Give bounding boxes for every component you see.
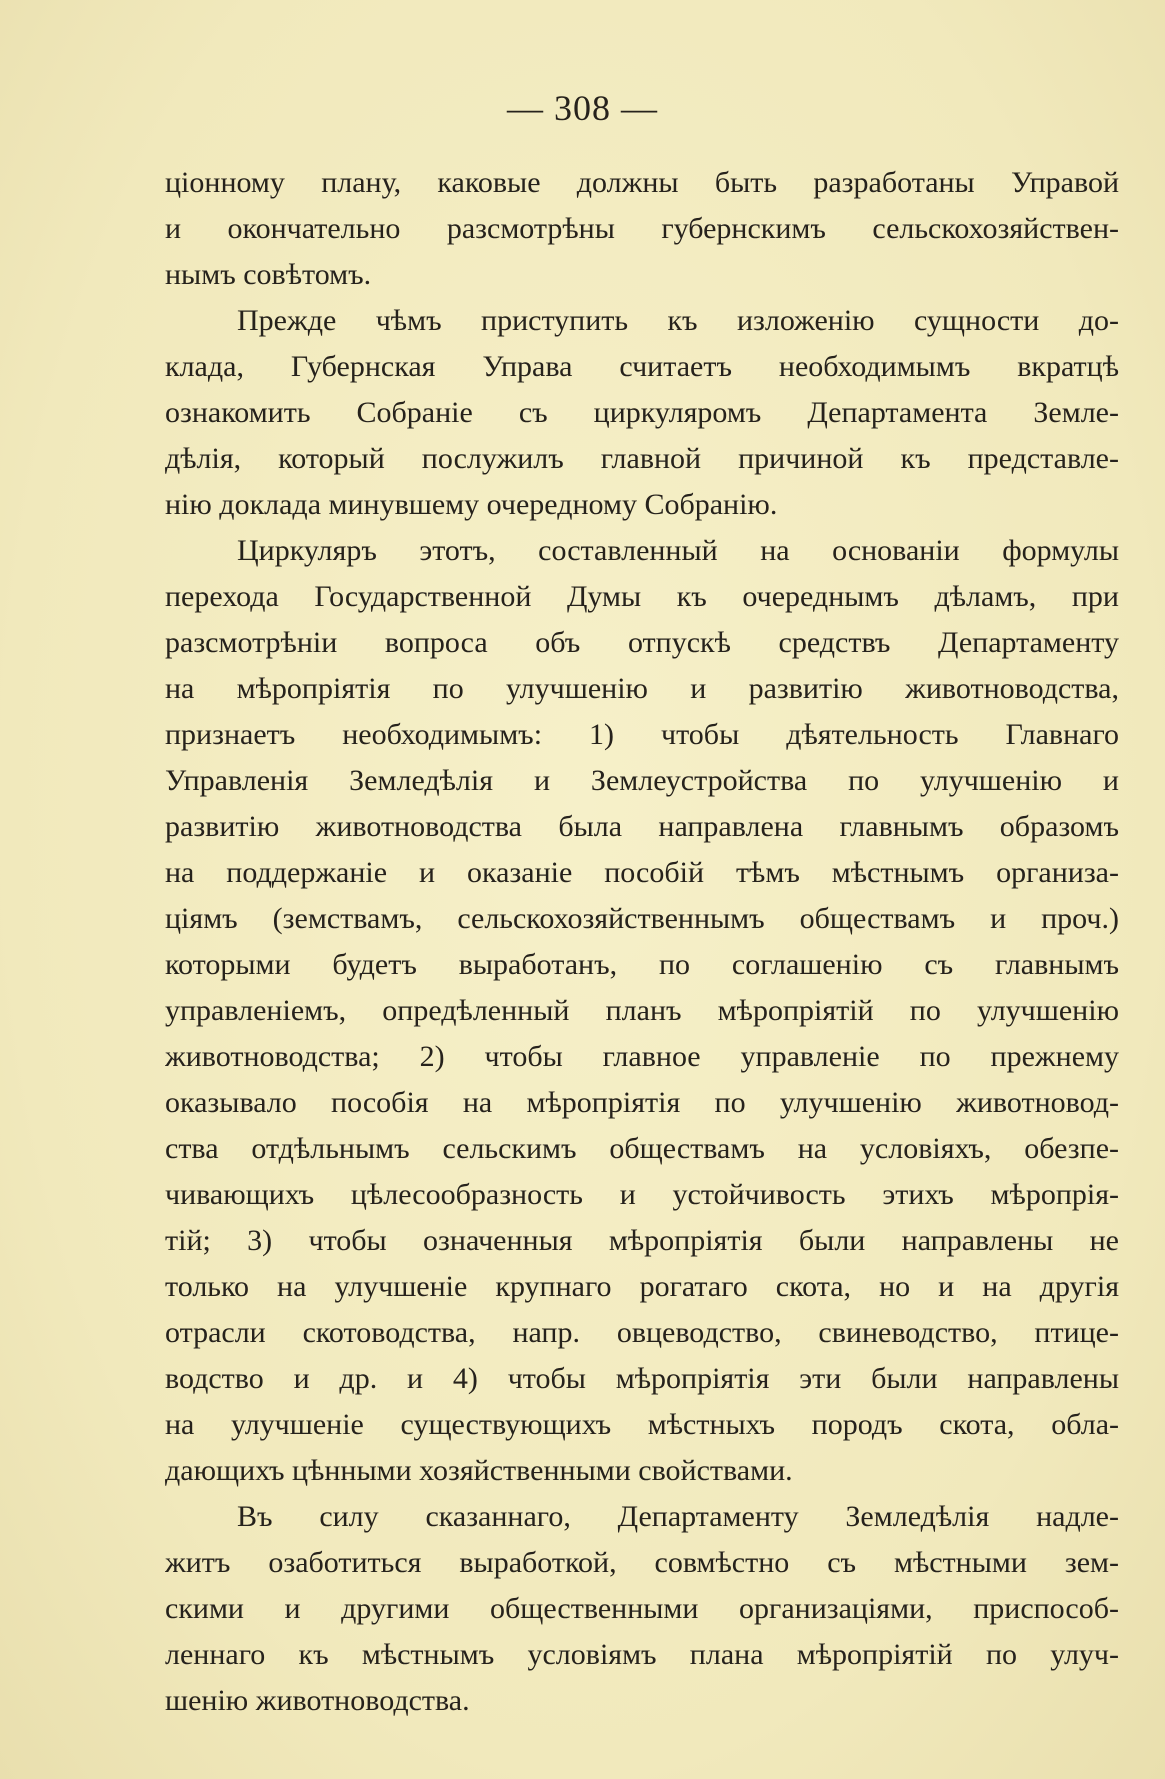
text-line: нію доклада минувшему очередному Собранію.: [165, 488, 778, 521]
text-line: ціонному плану, каковые должны быть разработаны Управой: [165, 166, 1119, 199]
paragraph-3: [165, 528, 1119, 1494]
text-line: тій; 3) чтобы означенныя мѣропріятія были направлены не: [165, 1224, 1119, 1257]
text-line: животноводства; 2) чтобы главное управленіе по прежнему: [165, 1040, 1119, 1073]
text-line: на мѣропріятія по улучшенію и развитію животноводства,: [165, 672, 1119, 705]
text-line: признаетъ необходимымъ: 1) чтобы дѣятельность Главнаго: [165, 718, 1119, 751]
text-line: Циркуляръ этотъ, составленный на основаніи формулы: [237, 534, 1119, 567]
text-line: ціямъ (земствамъ, сельскохозяйственнымъ обществамъ и проч.): [165, 902, 1119, 935]
text-line: Управленія Земледѣлія и Землеустройства по улучшенію и: [165, 764, 1119, 797]
paragraph-4: [165, 1494, 1119, 1724]
page-number: — 308 —: [507, 88, 658, 128]
text-line: которыми будетъ выработанъ, по соглашенію съ главнымъ: [165, 948, 1119, 981]
text-line: только на улучшеніе крупнаго рогатаго скота, но и на другія: [165, 1270, 1119, 1303]
text-line: скими и другими общественными организаціями, приспособ-: [165, 1592, 1119, 1625]
text-line: и окончательно разсмотрѣны губернскимъ сельскохозяйствен-: [165, 212, 1119, 245]
paragraph-1: [165, 160, 1119, 298]
text-line: перехода Государственной Думы къ очереднымъ дѣламъ, при: [165, 580, 1119, 613]
text-line: развитію животноводства была направлена главнымъ образомъ: [165, 810, 1119, 843]
text-line: Въ силу сказаннаго, Департаменту Земледѣлія надле-: [237, 1500, 1119, 1533]
text-line: управленіемъ, опредѣленный планъ мѣропріятій по улучшенію: [165, 994, 1119, 1027]
text-line: дѣлія, который послужилъ главной причиной къ представле-: [165, 442, 1119, 475]
paragraph-2: [165, 298, 1119, 528]
text-line: житъ озаботиться выработкой, совмѣстно съ мѣстными зем-: [165, 1546, 1119, 1579]
text-line: леннаго къ мѣстнымъ условіямъ плана мѣропріятій по улуч-: [165, 1638, 1119, 1671]
text-line: на улучшеніе существующихъ мѣстныхъ породъ скота, обла-: [165, 1408, 1119, 1441]
text-line: шенію животноводства.: [165, 1684, 470, 1717]
text-line: нымъ совѣтомъ.: [165, 258, 372, 291]
text-line: ознакомить Собраніе съ циркуляромъ Департамента Земле-: [165, 396, 1119, 429]
text-line: на поддержаніе и оказаніе пособій тѣмъ мѣстнымъ организа-: [165, 856, 1119, 889]
text-line: клада, Губернская Управа считаетъ необходимымъ вкратцѣ: [165, 350, 1119, 383]
text-line: Прежде чѣмъ приступить къ изложенію сущности до-: [237, 304, 1119, 337]
text-line: дающихъ цѣнными хозяйственными свойствами.: [165, 1454, 793, 1487]
text-line: ства отдѣльнымъ сельскимъ обществамъ на условіяхъ, обезпе-: [165, 1132, 1119, 1165]
text-line: чивающихъ цѣлесообразность и устойчивость этихъ мѣропрія-: [165, 1178, 1119, 1211]
text-line: водство и др. и 4) чтобы мѣропріятія эти были направлены: [165, 1362, 1119, 1395]
text-line: оказывало пособія на мѣропріятія по улучшенію животновод-: [165, 1086, 1119, 1119]
text-line: разсмотрѣніи вопроса объ отпускѣ средствъ Департаменту: [165, 626, 1119, 659]
body-text: [165, 160, 1119, 1724]
text-line: отрасли скотоводства, напр. овцеводство, свиневодство, птице-: [165, 1316, 1119, 1349]
